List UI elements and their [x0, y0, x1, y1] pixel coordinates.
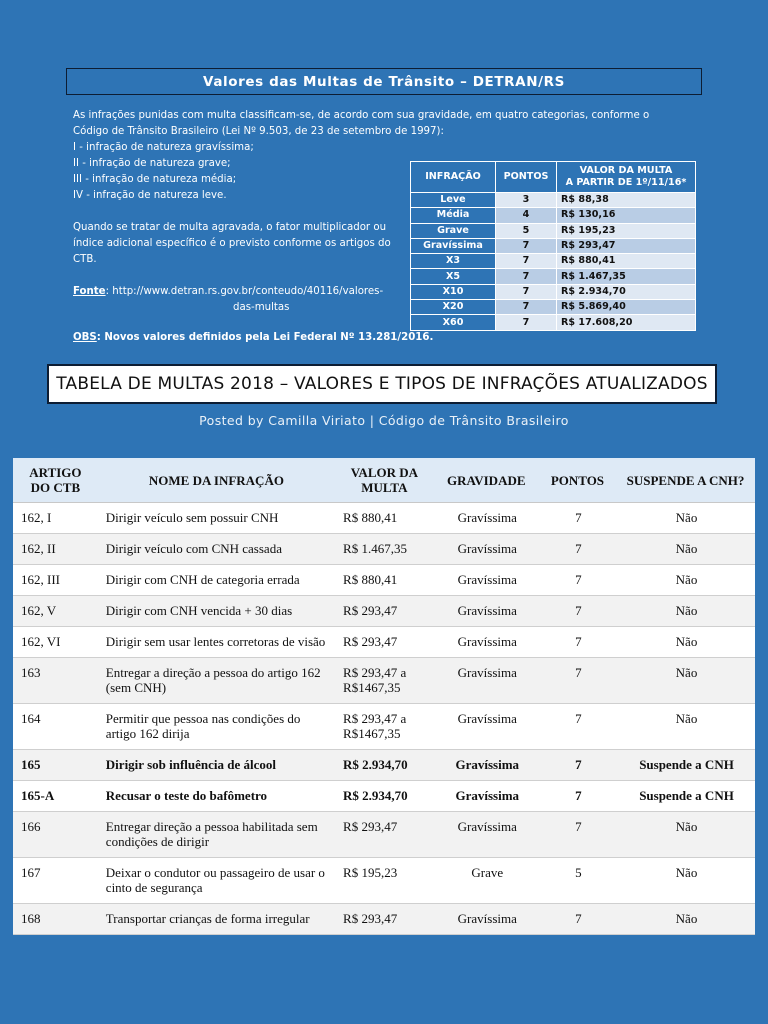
table-row: [411, 284, 696, 299]
cell-pontos: 7: [496, 315, 557, 330]
cell-pontos: 7: [539, 627, 616, 658]
table-row: [411, 208, 696, 223]
cell-valor: R$ 293,47: [335, 904, 434, 935]
cell-gravidade: Gravíssima: [434, 781, 539, 812]
cell-artigo: 162, VI: [13, 627, 98, 658]
cell-valor: R$ 1.467,35: [557, 269, 696, 284]
cell-valor: R$ 130,16: [557, 208, 696, 223]
cell-suspende: Não: [616, 596, 755, 627]
cell-valor: R$ 293,47: [335, 812, 434, 858]
table-row: [13, 812, 755, 858]
cell-artigo: 162, V: [13, 596, 98, 627]
cell-nome: Entregar direção a pessoa habilitada sem condições de dirigir: [98, 812, 335, 858]
cell-pontos: 7: [539, 781, 616, 812]
table-row: [411, 223, 696, 238]
cell-pontos: 7: [496, 254, 557, 269]
col-gravidade: GRAVIDADE: [434, 458, 539, 503]
cell-valor: R$ 293,47: [335, 596, 434, 627]
cell-suspende: Não: [616, 904, 755, 935]
fonte-link-cont[interactable]: das-multas: [233, 302, 290, 313]
agravada-text: Quando se tratar de multa agravada, o fator multiplicador ou: [73, 222, 387, 233]
cell-gravidade: Gravíssima: [434, 565, 539, 596]
cell-suspende: Suspende a CNH: [616, 781, 755, 812]
cell-gravidade: Gravíssima: [434, 596, 539, 627]
table-row: [411, 238, 696, 253]
cell-valor: R$ 293,47 a R$1467,35: [335, 704, 434, 750]
cell-pontos: 7: [496, 269, 557, 284]
cell-infracao: X5: [411, 269, 496, 284]
cell-nome: Dirigir veículo sem possuir CNH: [98, 503, 335, 534]
cell-suspende: Não: [616, 858, 755, 904]
cell-nome: Transportar crianças de forma irregular: [98, 904, 335, 935]
cell-infracao: X3: [411, 254, 496, 269]
cell-valor: R$ 17.608,20: [557, 315, 696, 330]
table-row: [13, 781, 755, 812]
table-row: [13, 503, 755, 534]
cell-suspende: Não: [616, 534, 755, 565]
cell-gravidade: Gravíssima: [434, 904, 539, 935]
table-row: [13, 858, 755, 904]
cell-valor: R$ 880,41: [335, 565, 434, 596]
cell-infracao: X20: [411, 300, 496, 315]
cell-artigo: 164: [13, 704, 98, 750]
col-suspende: SUSPENDE A CNH?: [616, 458, 755, 503]
cell-suspende: Não: [616, 658, 755, 704]
posted-by: Posted by Camilla Viriato | Código de Trânsito Brasileiro: [199, 413, 569, 428]
cell-pontos: 5: [539, 858, 616, 904]
col-nome: NOME DA INFRAÇÃO: [98, 458, 335, 503]
cell-artigo: 162, II: [13, 534, 98, 565]
cell-valor: R$ 2.934,70: [557, 284, 696, 299]
table-row: [411, 315, 696, 330]
cell-infracao: X10: [411, 284, 496, 299]
table-row: [13, 534, 755, 565]
agravada-text: índice adicional específico é o previsto conforme os artigos do: [73, 238, 391, 249]
cell-artigo: 166: [13, 812, 98, 858]
cell-pontos: 7: [539, 565, 616, 596]
cell-nome: Dirigir sob influência de álcool: [98, 750, 335, 781]
cell-nome: Permitir que pessoa nas condições do artigo 162 dirija: [98, 704, 335, 750]
cell-pontos: 7: [539, 750, 616, 781]
cell-gravidade: Gravíssima: [434, 812, 539, 858]
cell-valor: R$ 195,23: [557, 223, 696, 238]
col-artigo: ARTIGO DO CTB: [13, 458, 98, 503]
cell-gravidade: Gravíssima: [434, 534, 539, 565]
infractions-table: [13, 458, 755, 935]
cell-infracao: Leve: [411, 193, 496, 208]
cell-infracao: Grave: [411, 223, 496, 238]
cell-infracao: X60: [411, 315, 496, 330]
cell-valor: R$ 88,38: [557, 193, 696, 208]
cell-valor: R$ 1.467,35: [335, 534, 434, 565]
table-row: [13, 750, 755, 781]
cell-pontos: 5: [496, 223, 557, 238]
cell-gravidade: Grave: [434, 858, 539, 904]
cell-pontos: 7: [539, 596, 616, 627]
cell-valor: R$ 293,47: [335, 627, 434, 658]
fonte-link[interactable]: : http://www.detran.rs.gov.br/conteudo/40116/valores-: [105, 286, 384, 297]
fonte-line: [73, 284, 405, 300]
cell-gravidade: Gravíssima: [434, 704, 539, 750]
cell-pontos: 7: [539, 503, 616, 534]
cell-valor: R$ 293,47 a R$1467,35: [335, 658, 434, 704]
table-row: [13, 704, 755, 750]
cell-suspende: Não: [616, 565, 755, 596]
cell-artigo: 167: [13, 858, 98, 904]
cell-pontos: 7: [539, 704, 616, 750]
cell-suspende: Não: [616, 704, 755, 750]
cell-valor: R$ 293,47: [557, 238, 696, 253]
table-row: [13, 658, 755, 704]
cell-artigo: 162, I: [13, 503, 98, 534]
cell-pontos: 7: [496, 284, 557, 299]
cell-artigo: 162, III: [13, 565, 98, 596]
cell-artigo: 165: [13, 750, 98, 781]
cell-pontos: 7: [539, 534, 616, 565]
cell-gravidade: Gravíssima: [434, 627, 539, 658]
col-infracao: INFRAÇÃO: [411, 162, 496, 193]
cell-artigo: 163: [13, 658, 98, 704]
cell-nome: Recusar o teste do bafômetro: [98, 781, 335, 812]
table-row: [13, 596, 755, 627]
table-row: [411, 254, 696, 269]
table-row: [13, 627, 755, 658]
cell-pontos: 7: [496, 300, 557, 315]
col-valor: VALOR DA MULTA A PARTIR DE 1º/11/16*: [557, 162, 696, 193]
obs-line: [73, 332, 433, 343]
table-row: [13, 904, 755, 935]
category-item: IV - infração de natureza leve.: [73, 190, 227, 201]
cell-suspende: Não: [616, 627, 755, 658]
cell-artigo: 168: [13, 904, 98, 935]
cell-pontos: 7: [539, 904, 616, 935]
cell-valor: R$ 880,41: [335, 503, 434, 534]
section-banner: TABELA DE MULTAS 2018 – VALORES E TIPOS DE INFRAÇÕES ATUALIZADOS: [47, 364, 717, 404]
cell-gravidade: Gravíssima: [434, 503, 539, 534]
cell-nome: Dirigir com CNH de categoria errada: [98, 565, 335, 596]
col-pontos: PONTOS: [496, 162, 557, 193]
cell-nome: Dirigir veículo com CNH cassada: [98, 534, 335, 565]
cell-pontos: 7: [539, 658, 616, 704]
cell-valor: R$ 195,23: [335, 858, 434, 904]
col-pontos: PONTOS: [539, 458, 616, 503]
cell-valor: R$ 5.869,40: [557, 300, 696, 315]
table-row: [411, 269, 696, 284]
cell-infracao: Gravíssima: [411, 238, 496, 253]
table-row: [411, 193, 696, 208]
fonte-label: Fonte: [73, 286, 106, 297]
intro-line: As infrações punidas com multa classificam-se, de acordo com sua gravidade, em quatro categorias, conforme o: [73, 110, 650, 121]
table-row: [13, 565, 755, 596]
cell-pontos: 7: [496, 238, 557, 253]
cell-valor: R$ 2.934,70: [335, 781, 434, 812]
cell-artigo: 165-A: [13, 781, 98, 812]
page-title: Valores das Multas de Trânsito – DETRAN/RS: [66, 68, 702, 95]
intro-line: Código de Trânsito Brasileiro (Lei Nº 9.503, de 23 de setembro de 1997):: [73, 126, 444, 137]
obs-text: : Novos valores definidos pela Lei Federal Nº 13.281/2016.: [96, 332, 434, 343]
cell-infracao: Média: [411, 208, 496, 223]
cell-gravidade: Gravíssima: [434, 750, 539, 781]
cell-valor: R$ 880,41: [557, 254, 696, 269]
cell-nome: Dirigir sem usar lentes corretoras de visão: [98, 627, 335, 658]
cell-nome: Dirigir com CNH vencida + 30 dias: [98, 596, 335, 627]
cell-suspende: Suspende a CNH: [616, 750, 755, 781]
table-row: [411, 300, 696, 315]
category-item: II - infração de natureza grave;: [73, 158, 231, 169]
cell-pontos: 4: [496, 208, 557, 223]
cell-nome: Entregar a direção a pessoa do artigo 162 (sem CNH): [98, 658, 335, 704]
category-item: I - infração de natureza gravíssima;: [73, 142, 254, 153]
cell-gravidade: Gravíssima: [434, 658, 539, 704]
fine-values-table: [410, 161, 696, 331]
cell-nome: Deixar o condutor ou passageiro de usar o cinto de segurança: [98, 858, 335, 904]
cell-suspende: Não: [616, 503, 755, 534]
cell-suspende: Não: [616, 812, 755, 858]
obs-label: OBS: [73, 332, 97, 343]
col-valor: VALOR DA MULTA: [335, 458, 434, 503]
cell-pontos: 3: [496, 193, 557, 208]
agravada-text: CTB.: [73, 254, 97, 265]
cell-pontos: 7: [539, 812, 616, 858]
category-item: III - infração de natureza média;: [73, 174, 237, 185]
cell-valor: R$ 2.934,70: [335, 750, 434, 781]
